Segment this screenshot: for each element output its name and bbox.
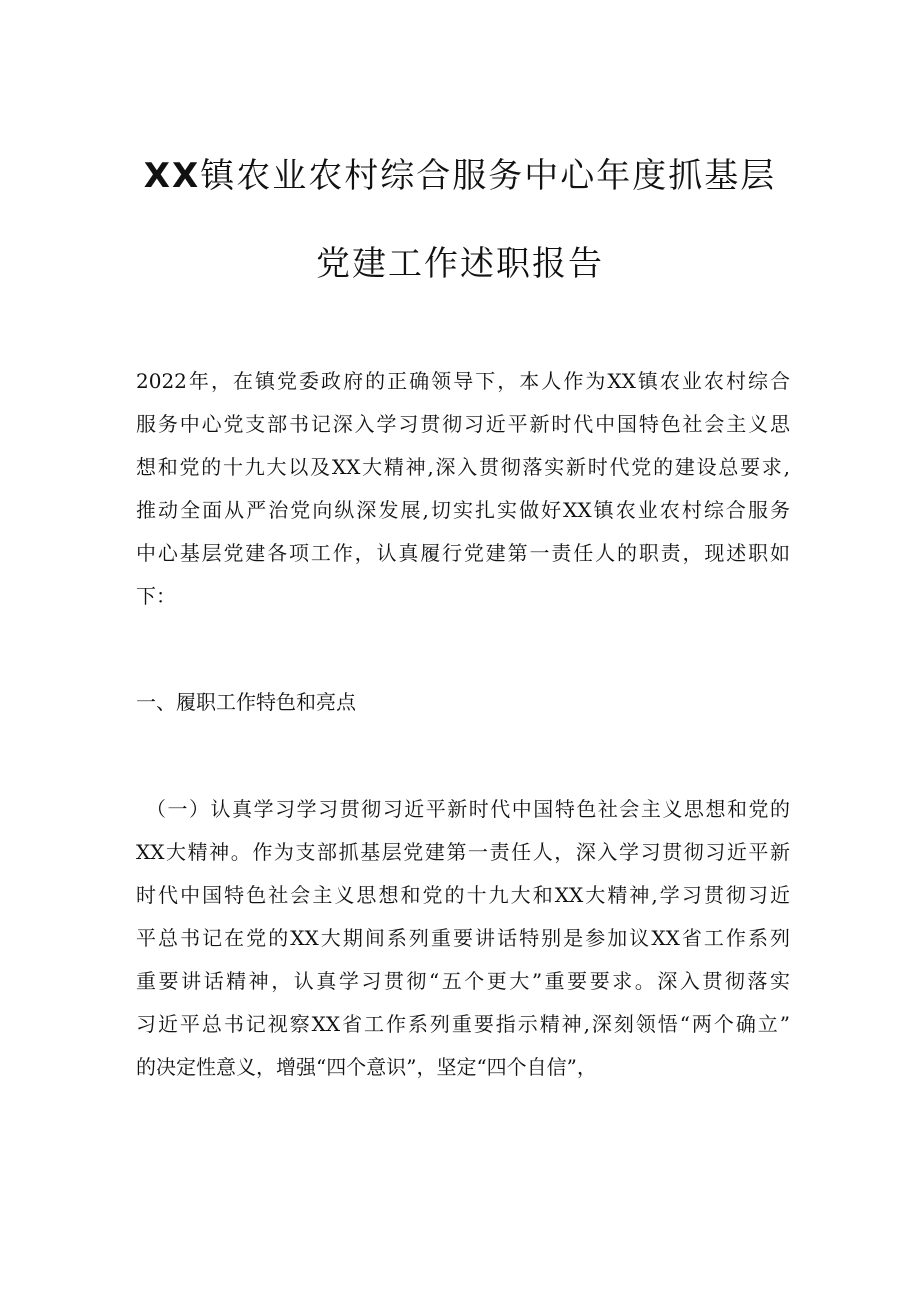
intro-paragraph-line: 下： bbox=[136, 584, 176, 608]
subsection-1-line: XX大精神。作为支部抓基层党建第一责任人，深入学习贯彻习近平新 bbox=[136, 840, 790, 864]
intro-paragraph-line: 服务中心党支部书记深入学习贯彻习近平新时代中国特色社会主义思 bbox=[136, 412, 790, 436]
intro-paragraph-line: 2022年，在镇党委政府的正确领导下，本人作为XX镇农业农村综合 bbox=[136, 369, 790, 393]
subsection-1-line: 平总书记在党的XX大期间系列重要讲话特别是参加议XX省工作系列 bbox=[136, 926, 790, 950]
intro-paragraph-line: 想和党的十九大以及XX大精神,深入贯彻落实新时代党的建设总要求, bbox=[136, 455, 790, 479]
subsection-1-line: 习近平总书记视察XX省工作系列重要指示精神,深刻领悟“两个确立” bbox=[136, 1012, 790, 1036]
document-title-line-2: 党建工作述职报告 bbox=[316, 244, 604, 284]
document-title-line-1 bbox=[0, 148, 920, 197]
subsection-1-line: 时代中国特色社会主义思想和党的十九大和XX大精神,学习贯彻习近 bbox=[136, 883, 790, 907]
intro-paragraph-line: 中心基层党建各项工作，认真履行党建第一责任人的职责，现述职如 bbox=[136, 541, 790, 565]
title-line-1-text: 镇农业农村综合服务中心年度抓基层 bbox=[200, 156, 777, 196]
section-1-heading: 一、履职工作特色和亮点 bbox=[136, 690, 356, 714]
subsection-1-line: 重要讲话精神，认真学习贯彻“五个更大”重要要求。深入贯彻落实 bbox=[136, 969, 790, 993]
intro-paragraph-line: 推动全面从严治党向纵深发展,切实扎实做好XX镇农业农村综合服务 bbox=[136, 498, 790, 522]
subsection-1-line: （一）认真学习学习贯彻习近平新时代中国特色社会主义思想和党的 bbox=[146, 797, 790, 821]
subsection-1-line: 的决定性意义，增强“四个意识”，坚定“四个自信”， bbox=[136, 1055, 597, 1079]
title-placeholder-xx: XX bbox=[143, 156, 201, 196]
